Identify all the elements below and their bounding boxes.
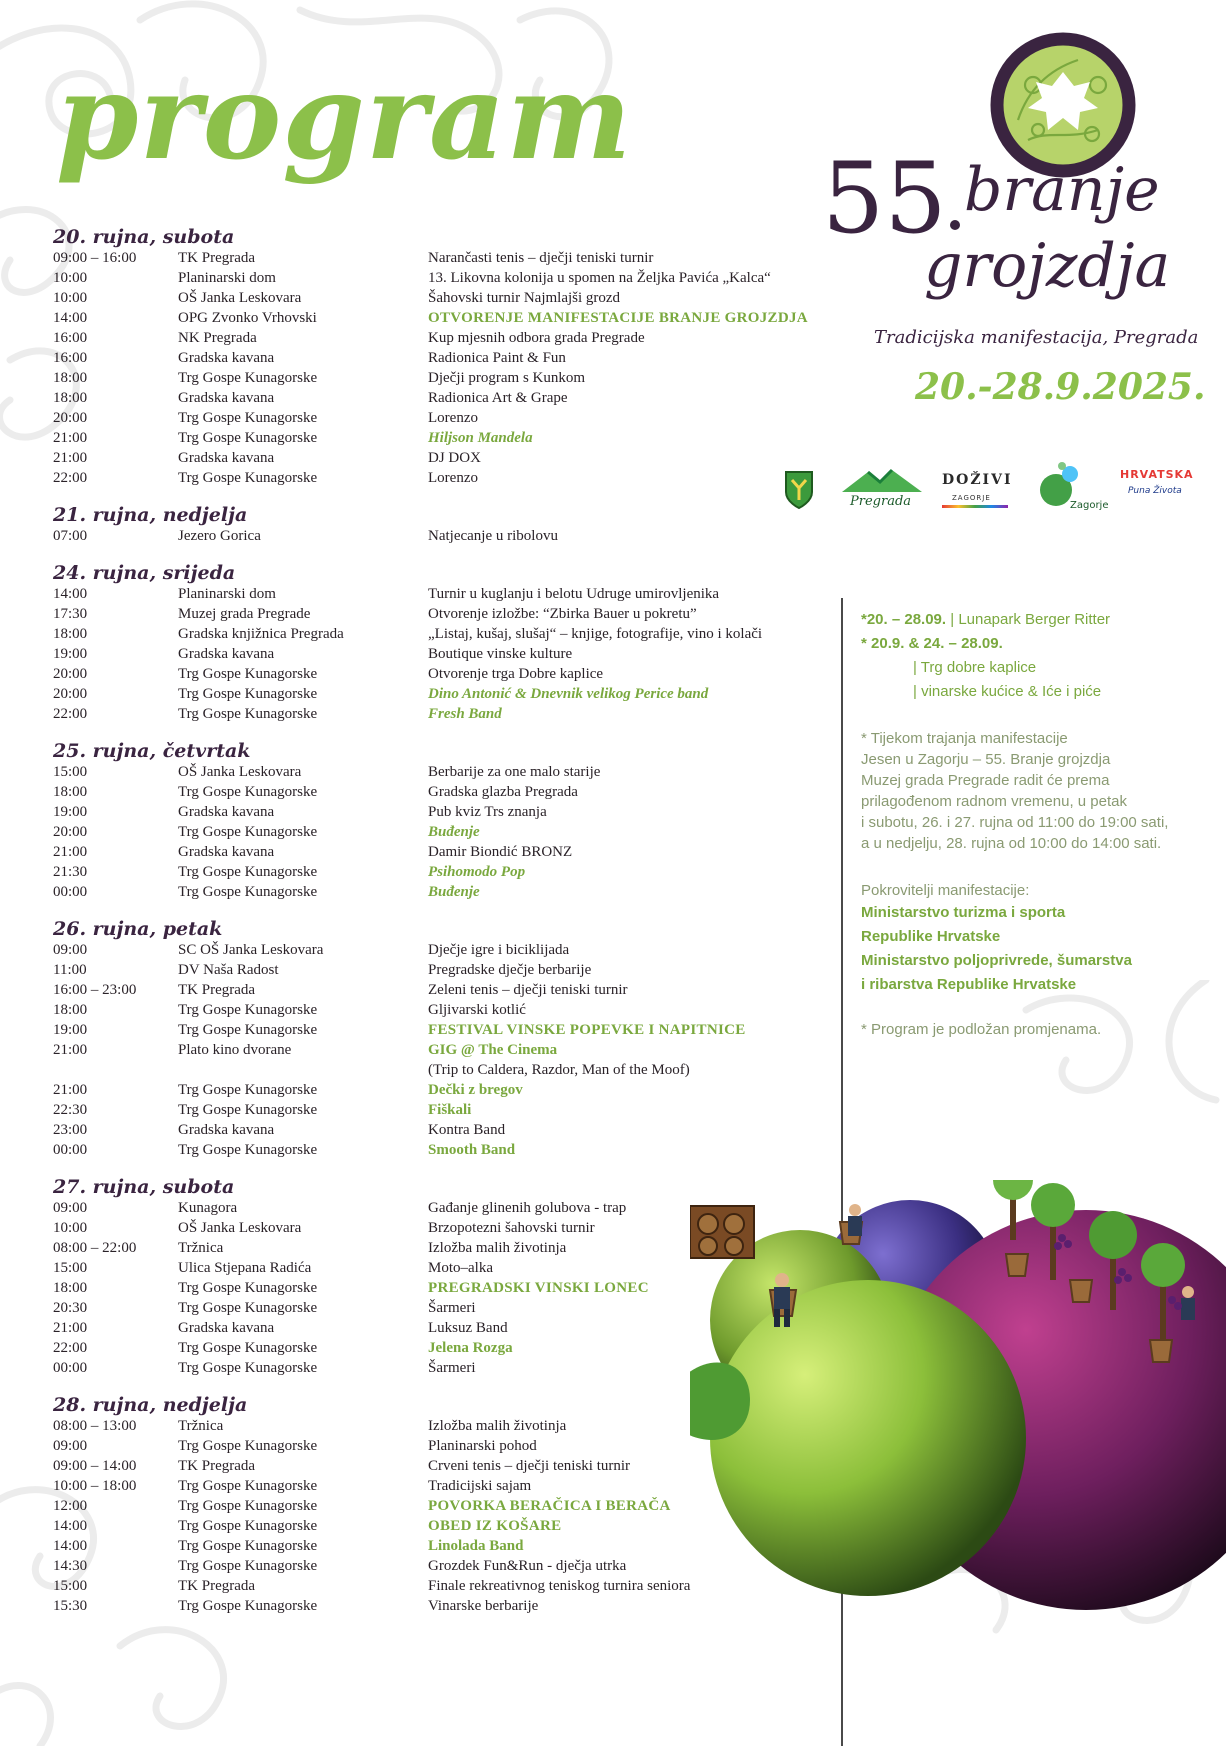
event-time: 14:00 [53, 586, 88, 602]
event-event: Vinarske berbarije [428, 1598, 539, 1614]
festival-subtitle: Tradicijska manifestacija, Pregrada [874, 327, 1199, 348]
event-event: Psihomodo Pop [428, 864, 526, 880]
info-panel [861, 608, 1201, 1040]
event-event: Boutique vinske kulture [428, 646, 573, 662]
event-event: Turnir u kuglanju i belotu Udruge umirovljenika [428, 586, 720, 602]
event-event: Otvorenje izložbe: “Zbirka Bauer u pokretu” [428, 606, 697, 622]
event-place: Trg Gospe Kunagorske [178, 784, 318, 800]
event-event: Planinarski pohod [428, 1438, 537, 1454]
event-place: Trg Gospe Kunagorske [178, 1300, 318, 1316]
schedule-row [53, 802, 833, 822]
event-time: 09:00 [53, 1200, 88, 1216]
day-section [53, 226, 833, 488]
event-time: 17:30 [53, 606, 88, 622]
schedule-row [53, 468, 833, 488]
event-place: Gradska kavana [178, 646, 275, 662]
brand-word-grojzdja: grojzdja [924, 231, 1171, 301]
event-event: Hiljson Mandela [428, 430, 533, 446]
schedule-row [53, 960, 833, 980]
event-time: 21:00 [53, 1042, 88, 1058]
event-time: 22:00 [53, 706, 88, 722]
event-place: Trg Gospe Kunagorske [178, 686, 318, 702]
event-time: 21:00 [53, 1082, 88, 1098]
schedule-row [53, 862, 833, 882]
event-event: Šarmeri [428, 1360, 476, 1376]
event-time: 22:30 [53, 1102, 88, 1118]
day-heading: 27. rujna, subota [53, 1176, 235, 1198]
event-place: Tržnica [178, 1418, 224, 1434]
kaplice-dates: * 20.9. & 24. – 28.09. [861, 635, 1003, 652]
schedule-row [53, 684, 833, 704]
patron-line: i ribarstva Republike Hrvatske [861, 976, 1077, 993]
event-event: Grozdek Fun&Run - dječja utrka [428, 1558, 627, 1574]
event-event: Narančasti tenis – dječji teniski turnir [428, 250, 654, 266]
event-place: Planinarski dom [178, 270, 276, 286]
event-time: 18:00 [53, 370, 88, 386]
lunapark-line: *20. – 28.09. | Lunapark Berger Ritter [861, 611, 1111, 628]
event-event: Crveni tenis – dječji teniski turnir [428, 1458, 631, 1474]
event-time: 20:00 [53, 824, 88, 840]
schedule-row [53, 624, 833, 644]
event-place: TK Pregrada [178, 250, 256, 266]
event-time: 15:00 [53, 1578, 88, 1594]
schedule-row [53, 1120, 833, 1140]
event-place: Gradska kavana [178, 450, 275, 466]
event-place: Ulica Stjepana Radića [178, 1260, 312, 1276]
kaplice-sub: | vinarske kućice & Iće i piće [913, 683, 1102, 700]
event-event: Berbarije za one malo starije [428, 764, 601, 780]
event-event: POVORKA BERAČICA I BERAČA [428, 1498, 671, 1514]
schedule-row [53, 822, 833, 842]
event-event: Šarmeri [428, 1300, 476, 1316]
event-event: Brzopotezni šahovski turnir [428, 1220, 595, 1236]
schedule-row [53, 762, 833, 782]
event-event: Damir Biondić BRONZ [428, 844, 573, 860]
event-event: Smooth Band [428, 1142, 516, 1158]
event-time: 20:00 [53, 410, 88, 426]
event-place: Trg Gospe Kunagorske [178, 370, 318, 386]
event-place: Trg Gospe Kunagorske [178, 470, 318, 486]
event-event: PREGRADSKI VINSKI LONEC [428, 1280, 649, 1296]
event-event: Dječji program s Kunkom [428, 370, 586, 386]
event-time: 14:00 [53, 1538, 88, 1554]
event-event: Izložba malih životinja [428, 1240, 567, 1256]
event-place: Planinarski dom [178, 586, 276, 602]
schedule-row [53, 980, 833, 1000]
day-heading: 20. rujna, subota [53, 226, 235, 248]
event-time: 21:00 [53, 1320, 88, 1336]
mountain-icon [842, 468, 922, 494]
event-event: Kontra Band [428, 1122, 506, 1138]
event-time: 18:00 [53, 1280, 88, 1296]
brand-word-branje: branje [964, 155, 1160, 225]
event-time: 12:00 [53, 1498, 88, 1514]
event-event: Dječje igre i biciklijada [428, 942, 570, 958]
schedule-row [53, 1040, 833, 1060]
day-heading: 28. rujna, nedjelja [53, 1394, 248, 1416]
schedule-row [53, 604, 833, 624]
event-event: Gradska glazba Pregrada [428, 784, 578, 800]
event-place: Plato kino dvorane [178, 1042, 292, 1058]
dozivi-label: DOŽIVI [942, 472, 1013, 488]
event-place: OŠ Janka Leskovara [178, 1220, 302, 1236]
patron-line: Ministarstvo poljoprivrede, šumarstva [861, 952, 1132, 969]
event-place: TK Pregrada [178, 1578, 256, 1594]
event-place: Gradska kavana [178, 390, 275, 406]
event-place: Gradska kavana [178, 1122, 275, 1138]
event-event: Kup mjesnih odbora grada Pregrade [428, 330, 645, 346]
event-event: Fiškali [428, 1102, 472, 1118]
event-event: Buđenje [428, 884, 480, 900]
dozivi-color-bar [942, 505, 1008, 508]
event-place: OŠ Janka Leskovara [178, 290, 302, 306]
schedule-row [53, 1080, 833, 1100]
event-time: 19:00 [53, 804, 88, 820]
event-time: 21:30 [53, 864, 88, 880]
event-place: Trg Gospe Kunagorske [178, 1340, 318, 1356]
event-event: DJ DOX [428, 450, 481, 466]
schedule-row [53, 348, 833, 368]
event-time: 22:00 [53, 1340, 88, 1356]
schedule-row [53, 428, 833, 448]
festival-dates: 20.-28.9.2025. [915, 366, 1206, 408]
event-time: 10:00 [53, 290, 88, 306]
event-time: 22:00 [53, 470, 88, 486]
event-event: Buđenje [428, 824, 480, 840]
event-event: Dečki z bregov [428, 1082, 523, 1098]
event-time: 10:00 [53, 1220, 88, 1236]
sponsor-logos [784, 460, 1194, 520]
event-place: OŠ Janka Leskovara [178, 764, 302, 780]
event-time: 18:00 [53, 390, 88, 406]
event-place: Trg Gospe Kunagorske [178, 666, 318, 682]
schedule-row [53, 842, 833, 862]
schedule-row [53, 1100, 833, 1120]
event-event: Fresh Band [428, 706, 502, 722]
museum-note-line: prilagođenom radnom vremenu, u petak [861, 793, 1127, 810]
event-place: DV Naša Radost [178, 962, 279, 978]
event-place: Trg Gospe Kunagorske [178, 410, 318, 426]
event-event: OBED IZ KOŠARE [428, 1518, 562, 1534]
event-place: SC OŠ Janka Leskovara [178, 942, 324, 958]
event-event: Tradicijski sajam [428, 1478, 532, 1494]
day-section [53, 562, 833, 724]
museum-note [861, 728, 1201, 854]
event-time: 20:00 [53, 686, 88, 702]
grape-picker-figure-icon [848, 1204, 862, 1236]
day-heading: 26. rujna, petak [53, 918, 223, 940]
event-time: 09:00 – 16:00 [53, 250, 137, 266]
festival-brand [822, 142, 1182, 320]
event-place: TK Pregrada [178, 982, 256, 998]
event-time: 07:00 [53, 528, 88, 544]
event-time: 15:00 [53, 1260, 88, 1276]
event-place: Trg Gospe Kunagorske [178, 1558, 318, 1574]
event-event: Pregradske dječje berbarije [428, 962, 592, 978]
event-event: Natjecanje u ribolovu [428, 528, 558, 544]
zagorje-logo [1036, 460, 1109, 520]
event-place: Kunagora [178, 1200, 238, 1216]
event-place: Jezero Gorica [178, 528, 261, 544]
event-event: Lorenzo [428, 410, 478, 426]
museum-note-line: Jesen u Zagorju – 55. Branje grojzdja [861, 751, 1111, 768]
event-event: Jelena Rozga [428, 1340, 513, 1356]
hrvatska-sub-label: Puna Života [1128, 486, 1182, 496]
event-time: 20:00 [53, 666, 88, 682]
event-time: 20:30 [53, 1300, 88, 1316]
schedule-row [53, 268, 833, 288]
day-section [53, 918, 833, 1160]
event-event: Izložba malih životinja [428, 1418, 567, 1434]
event-time: 10:00 [53, 270, 88, 286]
event-event: Pub kviz Trs znanja [428, 804, 547, 820]
schedule-row [53, 704, 833, 724]
day-heading: 25. rujna, četvrtak [53, 740, 251, 762]
event-time: 23:00 [53, 1122, 88, 1138]
event-event: Šahovski turnir Najmlajši grozd [428, 290, 621, 306]
event-place: Trg Gospe Kunagorske [178, 884, 318, 900]
event-time: 08:00 – 22:00 [53, 1240, 137, 1256]
event-time: 09:00 [53, 942, 88, 958]
event-time: 18:00 [53, 1002, 88, 1018]
museum-note-line: i subotu, 26. i 27. rujna od 11:00 do 19:00 sati, [861, 814, 1169, 831]
event-time: 19:00 [53, 646, 88, 662]
pregrada-logo-label: Pregrada [850, 494, 912, 509]
day-section [53, 740, 833, 902]
event-event: Zeleni tenis – dječji teniski turnir [428, 982, 628, 998]
patrons-label: Pokrovitelji manifestacije: [861, 882, 1030, 899]
schedule-row [53, 308, 833, 328]
schedule-row [53, 368, 833, 388]
schedule-row [53, 328, 833, 348]
event-place: Tržnica [178, 1240, 224, 1256]
event-event: Gljivarski kotlić [428, 1002, 526, 1018]
hrvatska-logo [1120, 468, 1194, 512]
kaplice-label: | Trg dobre kaplice [913, 659, 1037, 676]
schedule-row [53, 408, 833, 428]
event-place: Trg Gospe Kunagorske [178, 1518, 318, 1534]
event-place: Trg Gospe Kunagorske [178, 1498, 318, 1514]
grape-spheres-illustration [690, 1180, 1226, 1610]
hrvatska-label: HRVATSKA [1120, 468, 1194, 481]
event-place: Trg Gospe Kunagorske [178, 706, 318, 722]
event-place: Trg Gospe Kunagorske [178, 1002, 318, 1018]
schedule-row [53, 782, 833, 802]
event-time: 21:00 [53, 430, 88, 446]
event-place: Gradska knjižnica Pregrada [178, 626, 344, 642]
event-time: 18:00 [53, 784, 88, 800]
event-event: FESTIVAL VINSKE POPEVKE I NAPITNICE [428, 1022, 746, 1038]
day-heading: 24. rujna, srijeda [53, 562, 236, 584]
event-time: 21:00 [53, 844, 88, 860]
day-heading: 21. rujna, nedjelja [53, 504, 248, 526]
day-section [53, 504, 833, 546]
schedule-row [53, 1020, 833, 1040]
event-event: 13. Likovna kolonija u spomen na Željka Pavića „Kalca“ [428, 270, 771, 286]
event-place: Trg Gospe Kunagorske [178, 824, 318, 840]
event-place: Muzej grada Pregrade [178, 606, 311, 622]
disclaimer: * Program je podložan promjenama. [861, 1021, 1102, 1038]
event-event: Radionica Art & Grape [428, 390, 568, 406]
schedule-row [53, 1000, 833, 1020]
event-event: Finale rekreativnog teniskog turnira seniora [428, 1578, 691, 1594]
dozivi-sub-label: ZAGORJE [952, 494, 991, 502]
event-time: 11:00 [53, 962, 87, 978]
event-event: Otvorenje trga Dobre kaplice [428, 666, 604, 682]
event-time: 08:00 – 13:00 [53, 1418, 137, 1434]
grape-picker-figure-icon [1181, 1286, 1195, 1320]
event-place: Trg Gospe Kunagorske [178, 864, 318, 880]
schedule-row [53, 526, 833, 546]
event-time: 21:00 [53, 450, 88, 466]
event-place: Trg Gospe Kunagorske [178, 1538, 318, 1554]
barrel-rack-icon [690, 1206, 754, 1258]
pregrada-logo [842, 468, 922, 512]
event-time: 16:00 [53, 350, 88, 366]
schedule-row [53, 1060, 833, 1080]
schedule-row [53, 448, 833, 468]
event-place: Gradska kavana [178, 804, 275, 820]
event-event: GIG @ The Cinema [428, 1042, 558, 1058]
event-place: Trg Gospe Kunagorske [178, 1478, 318, 1494]
page-title: program [56, 47, 633, 186]
event-time: 14:00 [53, 1518, 88, 1534]
event-time: 14:00 [53, 310, 88, 326]
event-time: 10:00 – 18:00 [53, 1478, 137, 1494]
event-event: Dino Antonić & Dnevnik velikog Perice band [428, 686, 709, 702]
patron-line: Ministarstvo turizma i sporta [861, 904, 1066, 921]
event-time: 09:00 [53, 1438, 88, 1454]
event-event: Luksuz Band [428, 1320, 508, 1336]
event-event: OTVORENJE MANIFESTACIJE BRANJE GROJZDJA [428, 310, 808, 326]
museum-note-line: a u nedjelju, 28. rujna od 10:00 do 14:00 sati. [861, 835, 1162, 852]
schedule-row [53, 288, 833, 308]
event-time: 09:00 – 14:00 [53, 1458, 137, 1474]
event-time: 14:30 [53, 1558, 88, 1574]
schedule-row [53, 940, 833, 960]
event-time: 00:00 [53, 1360, 88, 1376]
event-place: Trg Gospe Kunagorske [178, 430, 318, 446]
dozivi-zagorje-logo [942, 472, 1012, 512]
event-place: Trg Gospe Kunagorske [178, 1102, 318, 1118]
event-place: Gradska kavana [178, 844, 275, 860]
event-place: Trg Gospe Kunagorske [178, 1598, 318, 1614]
brand-dot [950, 220, 960, 230]
event-place: Trg Gospe Kunagorske [178, 1280, 318, 1296]
event-place: NK Pregrada [178, 330, 257, 346]
schedule-row [53, 664, 833, 684]
event-place: Trg Gospe Kunagorske [178, 1082, 318, 1098]
event-place: Gradska kavana [178, 350, 275, 366]
event-event: Gađanje glinenih golubova - trap [428, 1200, 627, 1216]
event-event: Radionica Paint & Fun [428, 350, 566, 366]
event-time: 00:00 [53, 884, 88, 900]
museum-note-line: * Tijekom trajanja manifestacije [861, 730, 1068, 747]
event-place: Trg Gospe Kunagorske [178, 1360, 318, 1376]
event-time: 15:30 [53, 1598, 88, 1614]
event-event: Linolada Band [428, 1538, 524, 1554]
event-event: (Trip to Caldera, Razdor, Man of the Moof) [428, 1062, 690, 1078]
event-time: 16:00 – 23:00 [53, 982, 137, 998]
schedule-row [53, 882, 833, 902]
schedule-row [53, 584, 833, 604]
museum-note-line: Muzej grada Pregrade radit će prema [861, 772, 1110, 789]
patron-line: Republike Hrvatske [861, 928, 1001, 945]
event-event: „Listaj, kušaj, slušaj“ – knjige, fotografije, vino i kolači [428, 626, 763, 642]
schedule-row [53, 644, 833, 664]
schedule-row [53, 388, 833, 408]
event-time: 00:00 [53, 1142, 88, 1158]
event-time: 19:00 [53, 1022, 88, 1038]
schedule-row [53, 248, 833, 268]
event-event: Lorenzo [428, 470, 478, 486]
schedule-row [53, 1140, 833, 1160]
event-place: OPG Zvonko Vrhovski [178, 310, 317, 326]
event-place: Gradska kavana [178, 1320, 275, 1336]
brand-number: 55 [822, 142, 947, 256]
event-place: Trg Gospe Kunagorske [178, 1022, 318, 1038]
event-event: Moto–alka [428, 1260, 493, 1276]
event-time: 18:00 [53, 626, 88, 642]
zagorje-label: Zagorje [1070, 500, 1109, 511]
event-time: 16:00 [53, 330, 88, 346]
event-place: Trg Gospe Kunagorske [178, 1142, 318, 1158]
event-place: TK Pregrada [178, 1458, 256, 1474]
event-place: Trg Gospe Kunagorske [178, 1438, 318, 1454]
event-time: 15:00 [53, 764, 88, 780]
